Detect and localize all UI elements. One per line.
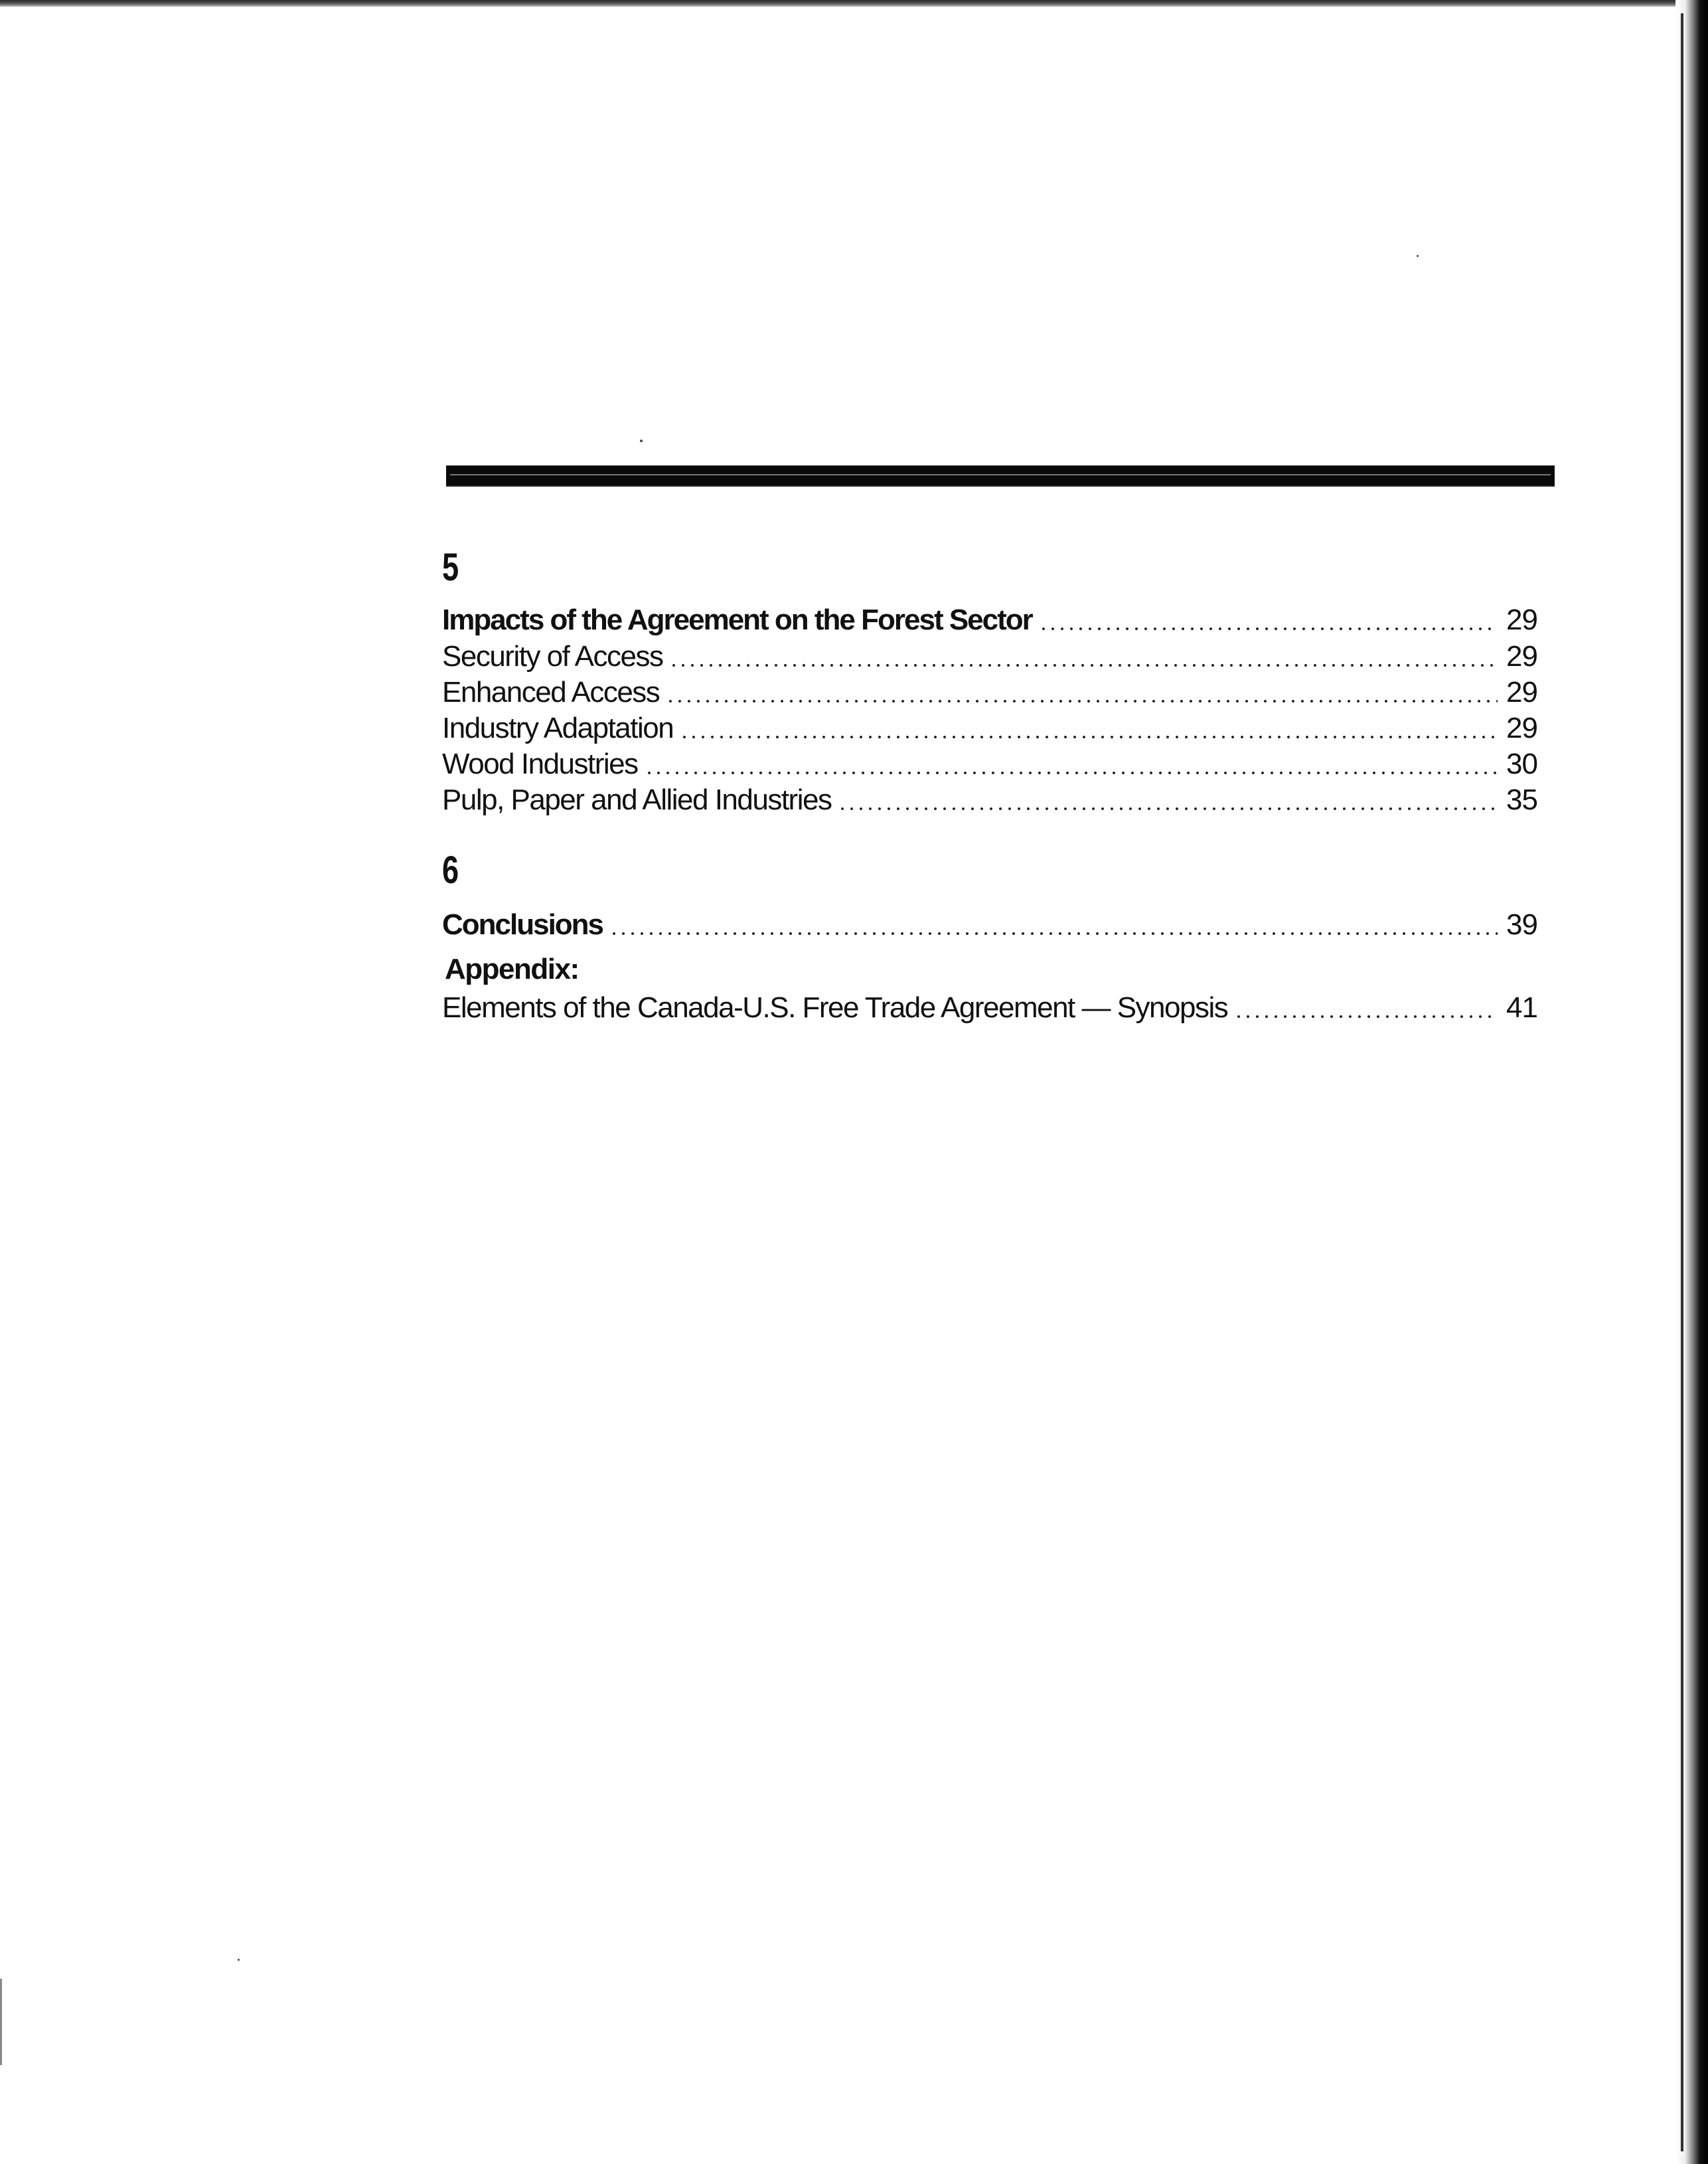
- toc-entry[interactable]: [442, 705, 1537, 743]
- toc-entry[interactable]: [442, 740, 1537, 779]
- chapter-5-number: 5: [442, 546, 459, 589]
- dot-leader: [669, 663, 1498, 667]
- scan-top-edge: [0, 0, 1679, 7]
- dot-leader: [609, 932, 1498, 936]
- toc-entry-page: 29: [1506, 640, 1537, 673]
- dot-leader: [680, 735, 1498, 739]
- appendix-heading: Appendix:: [445, 953, 579, 985]
- toc-entry-page: 39: [1506, 908, 1537, 941]
- dot-leader: [838, 807, 1498, 811]
- scan-speck: [640, 440, 643, 442]
- toc-entry[interactable]: [442, 901, 1537, 940]
- toc-entry[interactable]: [442, 669, 1537, 707]
- toc-entry-title: Wood Industries: [442, 748, 638, 780]
- toc-entry-title: Elements of the Canada-U.S. Free Trade Agreement — Synopsis: [442, 991, 1228, 1024]
- header-rule: [446, 465, 1555, 487]
- toc-entry-title: Impacts of the Agreement on the Forest Sector: [442, 604, 1032, 636]
- scan-speck: [1417, 255, 1419, 257]
- dot-leader: [1234, 1015, 1498, 1019]
- toc-entry-title: Security of Access: [442, 640, 663, 673]
- toc-entry-page: 29: [1506, 676, 1537, 708]
- toc-entry-page: 41: [1506, 991, 1537, 1024]
- toc-entry-title: Pulp, Paper and Allied Industries: [442, 784, 832, 816]
- toc-entry[interactable]: [442, 596, 1537, 635]
- toc-entry[interactable]: [442, 633, 1537, 671]
- toc-entry-title: Enhanced Access: [442, 676, 660, 708]
- scan-speck: [238, 1959, 240, 1961]
- toc-entry-page: 29: [1506, 712, 1537, 744]
- toc-entry-title: Industry Adaptation: [442, 712, 674, 744]
- chapter-6-number: 6: [442, 849, 459, 892]
- toc-entry-page: 30: [1506, 748, 1537, 780]
- toc-entry-title: Conclusions: [442, 908, 603, 941]
- dot-leader: [666, 699, 1498, 703]
- dot-leader: [1039, 627, 1498, 631]
- scan-binding-line: [1681, 13, 1683, 2151]
- toc-entry[interactable]: [442, 984, 1537, 1023]
- toc-entry-page: 29: [1506, 604, 1537, 636]
- scan-left-mark: [0, 1979, 2, 2065]
- dot-leader: [645, 771, 1498, 775]
- toc-entry-page: 35: [1506, 784, 1537, 816]
- toc-entry[interactable]: [442, 776, 1537, 815]
